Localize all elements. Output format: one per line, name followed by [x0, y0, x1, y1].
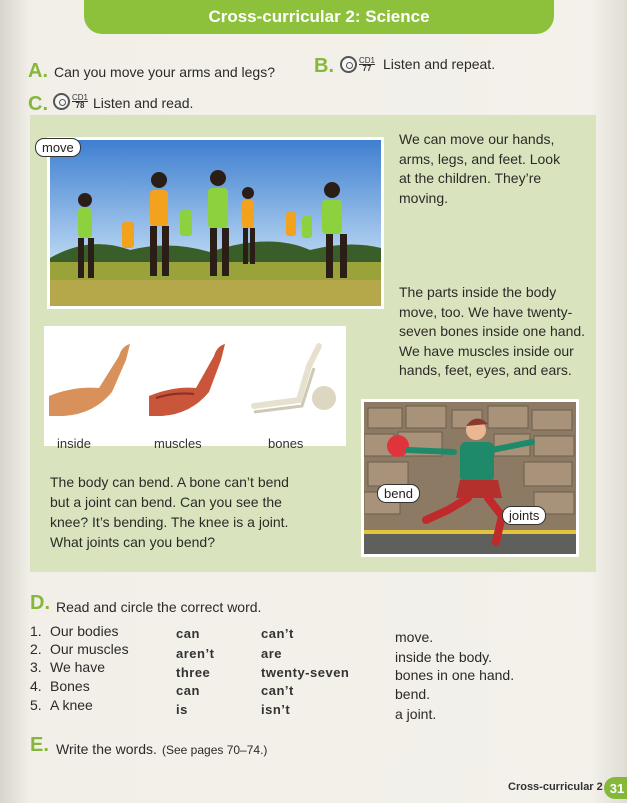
option-a[interactable]: aren’t: [176, 646, 215, 661]
item-number: 1.: [30, 623, 42, 639]
item-start: Bones: [50, 678, 90, 694]
girl-running-illustration: [364, 402, 576, 554]
label-muscles: muscles: [154, 436, 202, 451]
item-start: Our bodies: [50, 623, 119, 639]
cd-track: 77: [362, 63, 372, 73]
text-line: We can move our hands,: [399, 131, 555, 147]
audio-track-b[interactable]: [340, 56, 375, 73]
section-e-instruction: Write the words.: [56, 741, 157, 757]
page-title: Cross-curricular 2: Science: [208, 7, 430, 26]
section-e-letter: E.: [30, 734, 49, 756]
footer-label: Cross-curricular 2: [508, 781, 603, 793]
header-banner: [84, 0, 554, 34]
label-inside: inside: [57, 436, 91, 451]
girl-running-photo: [361, 399, 579, 557]
item-end: inside the body.: [395, 649, 493, 665]
text-line: We have muscles inside our: [399, 342, 574, 359]
item-number: 3.: [30, 659, 42, 675]
option-b[interactable]: can’t: [261, 626, 294, 641]
item-start: Our muscles: [50, 641, 129, 657]
option-b[interactable]: twenty-seven: [261, 665, 350, 680]
item-end: bend.: [395, 686, 431, 702]
section-b-letter: B.: [314, 55, 334, 77]
item-end: bones in one hand.: [395, 667, 515, 683]
option-a[interactable]: is: [176, 702, 188, 717]
bend-tag: bend: [377, 484, 420, 503]
text-line: knee? It’s bending. The knee is a joint.: [50, 514, 289, 530]
text-line: The parts inside the body: [399, 284, 557, 300]
option-a[interactable]: can: [176, 626, 200, 641]
section-b-instruction: Listen and repeat.: [383, 56, 496, 72]
page-number: 31: [604, 777, 627, 799]
item-number: 4.: [30, 678, 42, 694]
section-e-note: (See pages 70–74.): [162, 743, 268, 757]
option-b[interactable]: isn’t: [261, 702, 291, 717]
arm-anatomy-illustration: [44, 326, 346, 426]
paragraph-inside-body: [399, 283, 585, 381]
label-bones: bones: [268, 436, 304, 451]
cd-icon: [340, 56, 357, 73]
item-number: 5.: [30, 697, 42, 713]
option-a[interactable]: can: [176, 683, 200, 698]
item-end: move.: [395, 629, 434, 645]
text-line: at the children. They’re: [399, 170, 542, 186]
cd-track: 78: [75, 100, 85, 110]
text-line: move, too. We have twenty-: [399, 303, 573, 320]
option-b[interactable]: are: [261, 646, 283, 661]
cd-number: CD1: [72, 92, 89, 102]
option-b[interactable]: can’t: [261, 683, 294, 698]
text-line: moving.: [399, 189, 449, 206]
move-tag: move: [35, 138, 81, 157]
arm-anatomy-card: [44, 326, 346, 451]
section-c-letter: C.: [28, 93, 48, 115]
section-d-letter: D.: [30, 592, 50, 614]
children-running-photo: [47, 137, 384, 309]
paragraph-bend: [50, 472, 289, 552]
text-line: seven bones inside one hand.: [399, 323, 586, 339]
text-line: What joints can you bend?: [50, 534, 215, 550]
joints-tag: joints: [502, 506, 546, 525]
section-a-instruction: Can you move your arms and legs?: [54, 64, 275, 80]
text-line: hands, feet, eyes, and ears.: [399, 362, 572, 378]
item-number: 2.: [30, 641, 42, 657]
text-line: The body can bend. A bone can’t bend: [50, 474, 289, 490]
text-line: but a joint can bend. Can you see the: [50, 494, 282, 510]
item-start: We have: [50, 659, 105, 675]
cd-number: CD1: [359, 55, 376, 65]
paragraph-moving: [399, 130, 560, 208]
children-running-illustration: [50, 140, 381, 306]
section-d-instruction: Read and circle the correct word.: [56, 599, 262, 615]
cd-icon: [53, 93, 70, 110]
item-start: A knee: [50, 697, 93, 713]
section-c-instruction: Listen and read.: [93, 95, 194, 111]
option-a[interactable]: three: [176, 665, 211, 680]
item-end: a joint.: [395, 706, 437, 722]
section-a-letter: A.: [28, 60, 48, 82]
text-line: arms, legs, and feet. Look: [399, 150, 561, 167]
audio-track-c[interactable]: [53, 93, 88, 110]
